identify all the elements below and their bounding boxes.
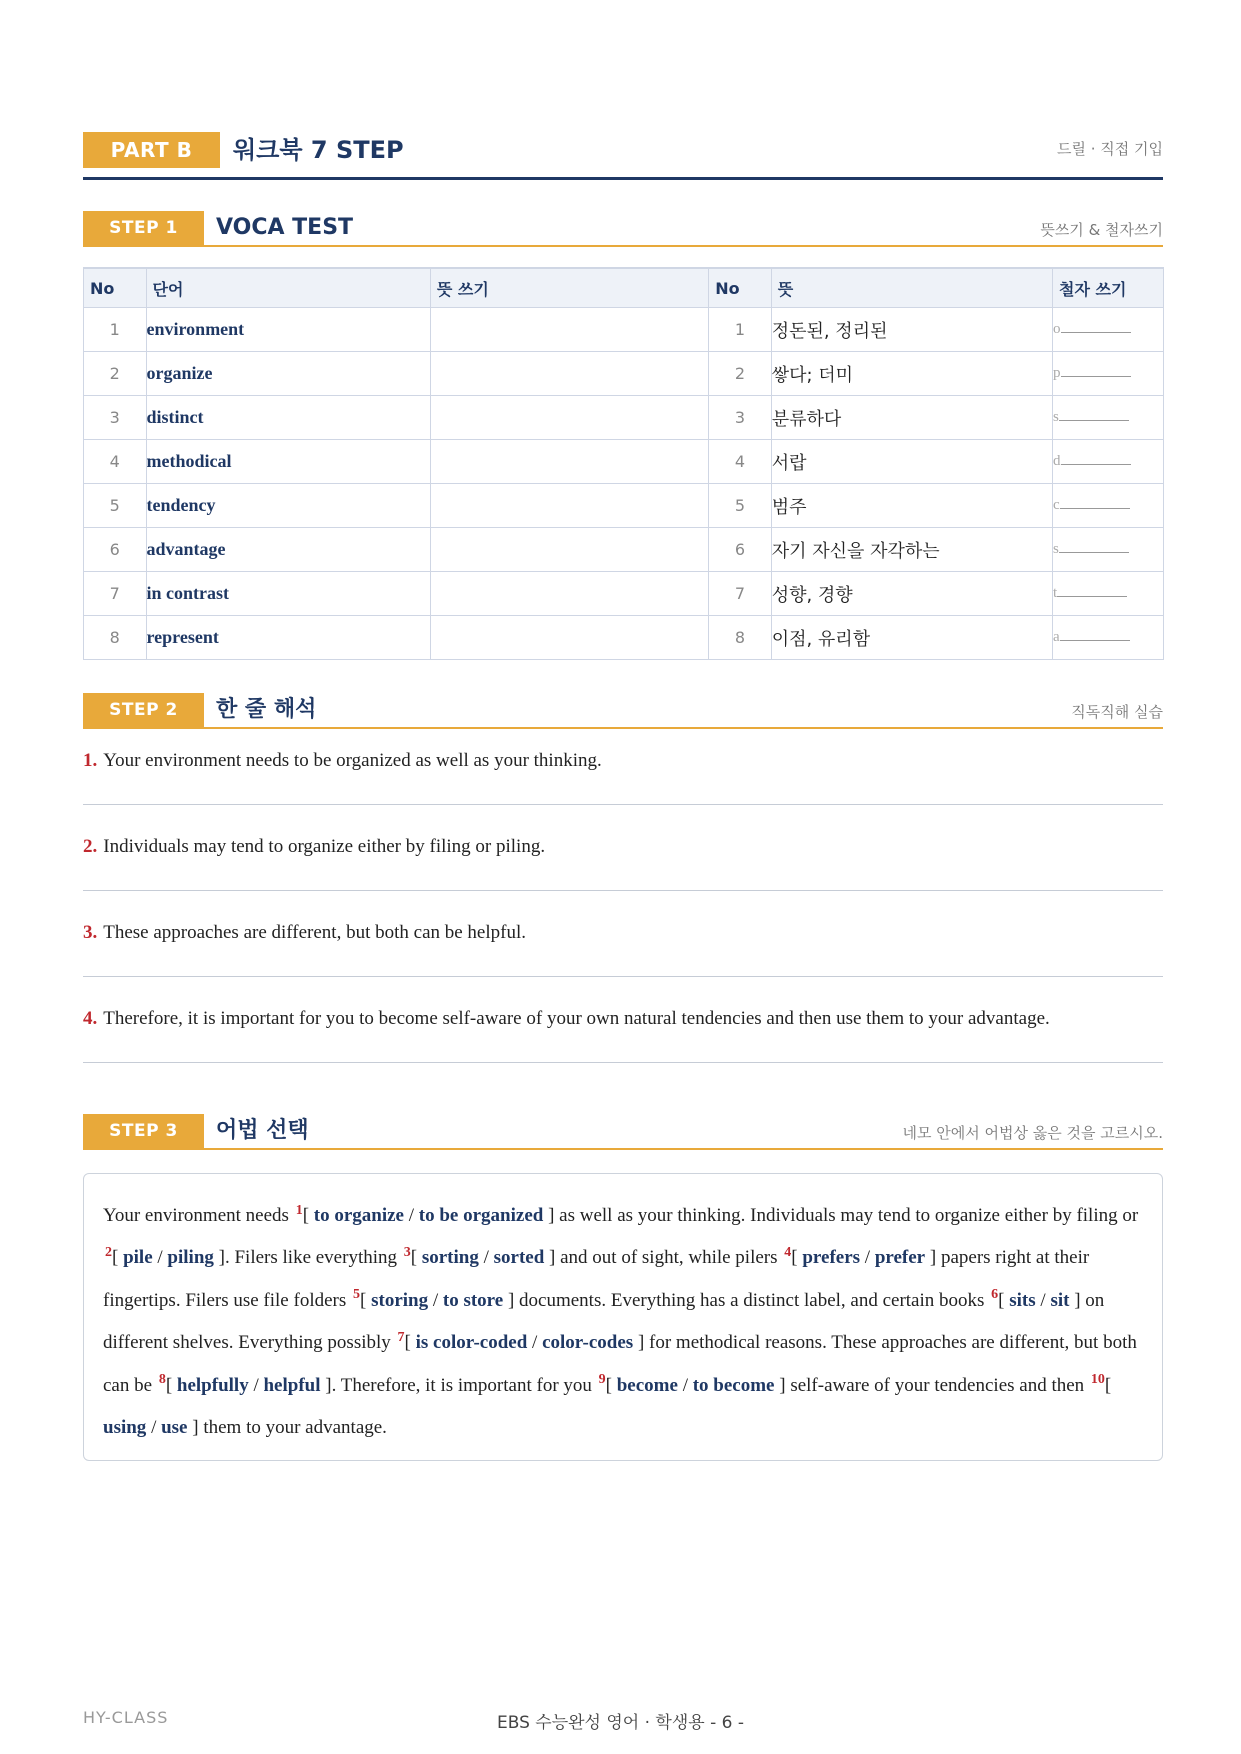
col-no2: No <box>709 268 772 308</box>
row-no: 1 <box>84 308 147 352</box>
row-meaning: 정돈된, 정리된 <box>771 308 1052 352</box>
row-word: tendency <box>146 484 430 528</box>
choice-option-b[interactable]: color-codes <box>542 1332 634 1354</box>
row-no: 6 <box>84 528 147 572</box>
passage-text: for methodical reasons. These approaches are different, but both can be <box>103 1332 1137 1396</box>
blank-line <box>1061 463 1131 465</box>
choice-group: $^4$[ prefers / prefer ] <box>784 1245 937 1269</box>
row-no2: 1 <box>709 308 772 352</box>
row-no: 4 <box>84 440 147 484</box>
row-no2: 6 <box>709 528 772 572</box>
choice-number: 3 <box>403 1245 411 1261</box>
choice-number: 6 <box>991 1287 999 1303</box>
row-meaning: 성향, 경향 <box>771 572 1052 616</box>
sentence-text: Therefore, it is important for you to become self-aware of your own natural tendencies and then use them to your advantage. <box>103 1008 1050 1029</box>
spelling-answer-cell[interactable] <box>1053 308 1164 352</box>
sentence-text: These approaches are different, but both can be helpful. <box>103 922 526 943</box>
blank-line <box>1059 551 1129 553</box>
meaning-answer-cell[interactable] <box>430 396 708 440</box>
spelling-answer-cell[interactable] <box>1053 484 1164 528</box>
choice-option-a[interactable]: become <box>616 1374 678 1396</box>
passage-text: papers right at their fingertips. Filers use file folders <box>103 1247 1090 1311</box>
grammar-passage <box>103 1195 1144 1449</box>
blank-line <box>1057 595 1127 597</box>
step2-title: 한 줄 해석 <box>216 697 317 722</box>
voca-row <box>84 440 1164 484</box>
choice-group: $^2$[ pile / piling ] <box>105 1245 225 1269</box>
col-no: No <box>84 268 147 308</box>
choice-option-b[interactable]: prefer <box>874 1247 926 1269</box>
spelling-answer-cell[interactable] <box>1053 352 1164 396</box>
choice-number: 4 <box>784 1245 792 1261</box>
choice-option-a[interactable]: sorting <box>421 1247 479 1269</box>
choice-group: $^6$[ sits / sit ] <box>991 1287 1081 1311</box>
row-word: advantage <box>146 528 430 572</box>
step3-subtitle: 네모 안에서 어법상 옳은 것을 고르시오. <box>902 1124 1163 1142</box>
footer-brand: HY-CLASS <box>83 1708 169 1727</box>
row-no: 3 <box>84 396 147 440</box>
row-meaning: 서랍 <box>771 440 1052 484</box>
voca-row <box>84 308 1164 352</box>
choice-option-a[interactable]: prefers <box>802 1247 861 1269</box>
footer-page-info: EBS 수능완성 영어 · 학생용 - 6 - <box>496 1713 744 1733</box>
spelling-answer-cell[interactable] <box>1053 616 1164 660</box>
row-no2: 4 <box>709 440 772 484</box>
choice-option-a[interactable]: pile <box>123 1247 153 1269</box>
sentence-number: 4. <box>83 1008 98 1029</box>
choice-option-b[interactable]: to store <box>442 1289 504 1311</box>
choice-option-a[interactable]: helpfully <box>176 1374 249 1396</box>
step3-badge: STEP 3 <box>83 1114 204 1148</box>
row-no2: 8 <box>709 616 772 660</box>
row-no2: 7 <box>709 572 772 616</box>
passage-text: self-aware of your tendencies and then <box>785 1374 1089 1396</box>
grammar-box <box>83 1173 1163 1461</box>
voca-row <box>84 572 1164 616</box>
step1-header <box>83 211 1163 247</box>
answer-line[interactable] <box>83 804 1163 805</box>
passage-text: as well as your thinking. Individuals may tend to organize either by filing or <box>554 1205 1139 1226</box>
step1-badge: STEP 1 <box>83 211 204 245</box>
blank-line <box>1060 507 1130 509</box>
meaning-answer-cell[interactable] <box>430 308 708 352</box>
voca-row <box>84 352 1164 396</box>
part-badge: PART B <box>83 132 220 168</box>
choice-option-a[interactable]: is color-coded <box>415 1332 528 1354</box>
answer-line[interactable] <box>83 890 1163 891</box>
spelling-hint: o <box>1053 321 1061 337</box>
choice-group: $^9$[ become / to become ] <box>598 1372 786 1396</box>
passage-text: and out of sight, while pilers <box>555 1247 783 1269</box>
spelling-hint: s <box>1053 409 1059 425</box>
row-no: 7 <box>84 572 147 616</box>
col-word: 단어 <box>146 268 430 308</box>
choice-number: 2 <box>105 1245 112 1261</box>
choice-option-b[interactable]: sorted <box>493 1247 545 1269</box>
choice-option-a[interactable]: storing <box>371 1289 429 1311</box>
part-subtitle: 드릴 · 직접 기입 <box>1056 140 1163 158</box>
row-no: 5 <box>84 484 147 528</box>
row-no2: 3 <box>709 396 772 440</box>
voca-row <box>84 616 1164 660</box>
choice-option-a[interactable]: to organize <box>313 1205 404 1226</box>
col-meaning-write: 뜻 쓰기 <box>430 268 708 308</box>
choice-group: $^5$[ storing / to store ] <box>353 1287 515 1311</box>
sentence-number: 2. <box>83 836 98 857</box>
row-no: 2 <box>84 352 147 396</box>
spelling-hint: a <box>1053 629 1060 645</box>
step2-subtitle: 직독직해 실습 <box>1071 703 1163 721</box>
passage-text: . Filers like everything <box>224 1247 402 1269</box>
meaning-answer-cell[interactable] <box>430 484 708 528</box>
choice-option-b[interactable]: use <box>161 1417 188 1439</box>
spelling-hint: t <box>1053 585 1058 601</box>
choice-option-b[interactable]: piling <box>167 1247 214 1269</box>
choice-number: 10 <box>1090 1372 1105 1388</box>
part-header <box>83 132 1163 180</box>
spelling-hint: p <box>1053 365 1061 381</box>
choice-option-a[interactable]: using <box>103 1417 147 1439</box>
blank-line <box>1061 331 1131 333</box>
spelling-hint: c <box>1053 497 1060 513</box>
choice-group: $^7$[ is color-coded / color-codes ] <box>397 1329 645 1354</box>
row-meaning: 자기 자신을 자각하는 <box>771 528 1052 572</box>
meaning-answer-cell[interactable] <box>430 440 708 484</box>
spelling-answer-cell[interactable] <box>1053 572 1164 616</box>
col-meaning: 뜻 <box>771 268 1052 308</box>
row-word: organize <box>146 352 430 396</box>
passage-text: them to your advantage. <box>198 1417 387 1439</box>
choice-group: $^{10}$[ using / use ] <box>103 1372 1112 1439</box>
step2-header <box>83 693 1163 729</box>
step1-title: VOCA TEST <box>216 215 354 240</box>
meaning-answer-cell[interactable] <box>430 572 708 616</box>
step3-title: 어법 선택 <box>216 1118 309 1143</box>
col-spelling: 철자 쓰기 <box>1053 268 1164 308</box>
passage-text: documents. Everything has a distinct label, and certain books <box>514 1289 990 1311</box>
blank-line <box>1060 639 1130 641</box>
row-no: 8 <box>84 616 147 660</box>
sentence-number: 1. <box>83 750 98 771</box>
translation-sentence <box>83 922 1163 944</box>
spelling-answer-cell[interactable] <box>1053 440 1164 484</box>
step1-subtitle: 뜻쓰기 & 철자쓰기 <box>1040 221 1163 239</box>
part-title: 워크북 7 STEP <box>233 136 404 164</box>
voca-row <box>84 528 1164 572</box>
meaning-answer-cell[interactable] <box>430 352 708 396</box>
row-no2: 2 <box>709 352 772 396</box>
choice-group: $^1$[ to organize / to be organized ] <box>295 1202 555 1226</box>
sentence-number: 3. <box>83 922 98 943</box>
passage-text: on different shelves. Everything possibly <box>103 1289 1105 1354</box>
choice-option-b[interactable]: to be organized <box>418 1205 544 1226</box>
choice-option-b[interactable]: to become <box>692 1374 775 1396</box>
blank-line <box>1061 375 1131 377</box>
sentence-text: Your environment needs to be organized as well as your thinking. <box>103 750 602 771</box>
row-word: environment <box>146 308 430 352</box>
passage-text: Your environment needs <box>103 1205 294 1226</box>
voca-row <box>84 396 1164 440</box>
sentence-text: Individuals may tend to organize either by filing or piling. <box>103 836 546 857</box>
row-word: in contrast <box>146 572 430 616</box>
translation-sentence <box>83 750 1163 772</box>
choice-number: 7 <box>397 1329 405 1345</box>
voca-header-row <box>84 268 1164 308</box>
row-meaning: 쌓다; 더미 <box>771 352 1052 396</box>
row-no2: 5 <box>709 484 772 528</box>
answer-line[interactable] <box>83 1062 1163 1063</box>
translation-sentence <box>83 1008 1163 1030</box>
step2-badge: STEP 2 <box>83 693 204 727</box>
meaning-answer-cell[interactable] <box>430 528 708 572</box>
choice-option-b[interactable]: sit <box>1050 1289 1070 1311</box>
spelling-answer-cell[interactable] <box>1053 528 1164 572</box>
spelling-hint: d <box>1053 453 1061 469</box>
choice-number: 9 <box>598 1372 606 1388</box>
passage-text: . Therefore, it is important for you <box>331 1374 597 1396</box>
spelling-hint: s <box>1053 541 1059 557</box>
step3-header <box>83 1114 1163 1150</box>
choice-number: 8 <box>158 1372 166 1388</box>
meaning-answer-cell[interactable] <box>430 616 708 660</box>
row-word: represent <box>146 616 430 660</box>
row-word: distinct <box>146 396 430 440</box>
row-word: methodical <box>146 440 430 484</box>
choice-option-a[interactable]: sits <box>1009 1289 1036 1311</box>
translation-sentence <box>83 836 1163 858</box>
answer-line[interactable] <box>83 976 1163 977</box>
blank-line <box>1059 419 1129 421</box>
choice-group: $^3$[ sorting / sorted ] <box>403 1245 556 1269</box>
choice-option-b[interactable]: helpful <box>263 1374 321 1396</box>
row-meaning: 이점, 유리함 <box>771 616 1052 660</box>
voca-row <box>84 484 1164 528</box>
choice-number: 1 <box>295 1202 303 1218</box>
spelling-answer-cell[interactable] <box>1053 396 1164 440</box>
voca-table <box>83 267 1164 660</box>
row-meaning: 범주 <box>771 484 1052 528</box>
choice-number: 5 <box>353 1287 361 1303</box>
choice-group: $^8$[ helpfully / helpful ] <box>158 1372 332 1396</box>
row-meaning: 분류하다 <box>771 396 1052 440</box>
